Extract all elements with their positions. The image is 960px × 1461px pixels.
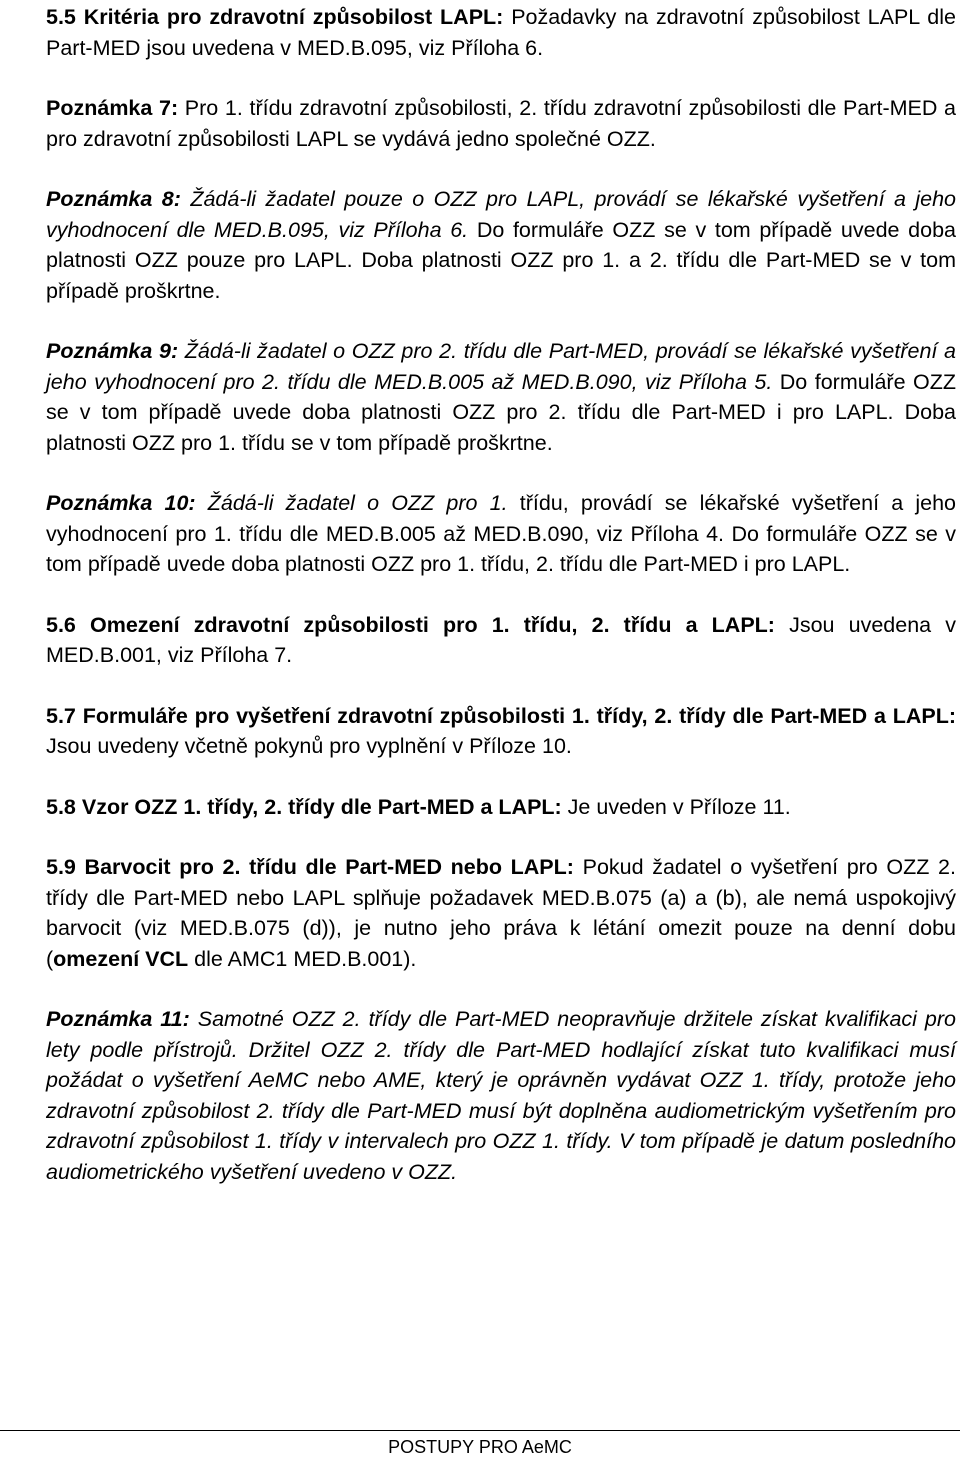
note-heading: Poznámka 9:: [46, 339, 179, 363]
note-text: třídu, provádí se lékařské vyšetření a jeho vyhodnocení pro 1. třídu dle MED.B.005 až MED.B.090, viz Příloha 4. Do formuláře OZZ se v tom případě uvede doba platnosti OZZ pro 1. třídu, 2. třídu dle Part-MED i pro LAPL.: [46, 491, 956, 576]
note-text: Pro 1. třídu zdravotní způsobilosti, 2. třídu zdravotní způsobilosti dle Part-MED a pro zdravotní způsobilosti LAPL se vydává jedno společné OZZ.: [46, 96, 956, 151]
note-heading: Poznámka 7:: [46, 96, 179, 120]
document-body: [46, 2, 956, 1217]
note-text: Do formuláře OZZ se v tom případě uvede doba platnosti OZZ pro 2. třídu dle Part-MED i pro LAPL. Doba platnosti OZZ pro 1. třídu se v tom případě proškrtne.: [46, 369, 956, 455]
section-text: Jsou uvedena v MED.B.001, viz Příloha 7.: [46, 612, 956, 667]
section-heading: 5.9 Barvocit pro 2. třídu dle Part-MED nebo LAPL:: [46, 855, 574, 879]
section-text: Jsou uvedeny včetně pokynů pro vyplnění v Příloze 10.: [46, 734, 572, 758]
section-text: Je uveden v Příloze 11.: [561, 794, 791, 819]
section-text: Pokud žadatel o vyšetření pro OZZ 2. třídy dle Part-MED nebo LAPL splňuje požadavek MED.B.075 (a) a (b), ale nemá uspokojivý barvocit (viz MED.B.075 (d)), je nutno jeho práva k létání omezit pouze na denní dobu (: [46, 855, 956, 971]
section-5-8: [46, 792, 956, 823]
note-8: [46, 184, 956, 306]
section-heading: 5.6 Omezení zdravotní způsobilosti pro 1. třídu, 2. třídu a LAPL:: [46, 612, 775, 637]
section-heading: 5.5 Kritéria pro zdravotní způsobilost LAPL:: [46, 5, 504, 29]
note-italic-text: Žádá-li žadatel pouze o OZZ pro LAPL, provádí se lékařské vyšetření a jeho vyhodnocení dle MED.B.095, viz Příloha 6.: [46, 187, 957, 242]
note-7: [46, 93, 956, 154]
section-5-9: [46, 852, 956, 974]
note-text: Do formuláře OZZ se v tom případě uvede doba platnosti OZZ pouze pro LAPL. Doba platnosti OZZ pro 1. a 2. třídu dle Part-MED se v tom případě proškrtne.: [46, 217, 956, 303]
section-text: Požadavky na zdravotní způsobilost LAPL dle Part-MED jsou uvedena v MED.B.095, viz Příloha 6.: [46, 5, 956, 60]
note-italic-text: Žádá-li žadatel o OZZ pro 2. třídu dle Part-MED, provádí se lékařské vyšetření a jeho vyhodnocení pro 2. třídu dle MED.B.005 až MED.B.090, viz Příloha 5.: [46, 339, 957, 394]
note-italic-text: Samotné OZZ 2. třídy dle Part-MED neopravňuje držitele získat kvalifikaci pro lety podle přístrojů. Držitel OZZ 2. třídy dle Part-MED hodlající získat tuto kvalifikaci musí požádat o vyšetření AeMC nebo AME, který je oprávněn vydávat OZZ 1. třídy, protože jeho zdravotní způsobilost 2. třídy dle Part-MED musí být doplněna audiometrickým vyšetřením pro zdravotní způsobilost 1. třídy v intervalech pro OZZ 1. třídy. V tom případě je datum posledního audiometrického vyšetření uvedeno v OZZ.: [46, 1007, 956, 1184]
note-italic-text: Žádá-li žadatel o OZZ pro 1.: [195, 491, 508, 515]
section-5-7: [46, 701, 956, 762]
page-footer: POSTUPY PRO AeMC: [388, 1437, 572, 1457]
note-heading: Poznámka 11:: [46, 1007, 190, 1031]
note-heading: Poznámka 10:: [46, 491, 196, 515]
note-10: [46, 488, 956, 580]
section-5-5: [46, 2, 956, 63]
note-11: [46, 1004, 956, 1187]
restriction-code: omezení VCL: [53, 946, 189, 971]
section-text-after: dle AMC1 MED.B.001).: [188, 946, 417, 971]
note-heading: Poznámka 8:: [46, 187, 181, 211]
note-9: [46, 336, 956, 458]
footer-divider: [0, 1430, 960, 1431]
section-5-6: [46, 610, 956, 671]
section-heading: 5.8 Vzor OZZ 1. třídy, 2. třídy dle Part-MED a LAPL:: [46, 794, 562, 819]
section-heading: 5.7 Formuláře pro vyšetření zdravotní způsobilosti 1. třídy, 2. třídy dle Part-MED a LAPL:: [46, 703, 956, 728]
